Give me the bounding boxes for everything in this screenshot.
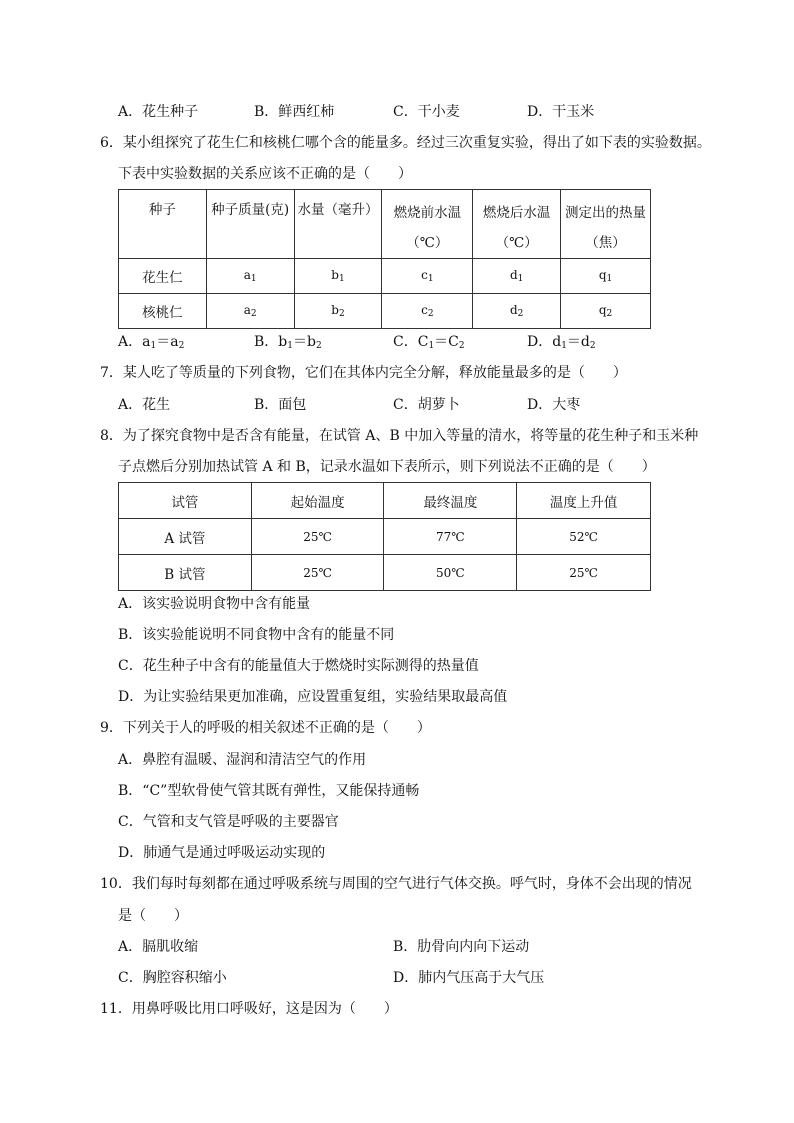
q8-option-b: B．该实验能说明不同食物中含有的能量不同 (118, 627, 395, 643)
q7-option-a: A．花生 (118, 397, 171, 413)
q6-header-temp-after: 燃烧后水温 （℃） (473, 190, 561, 259)
q9-stem: 9．下列关于人的呼吸的相关叙述不正确的是（ ） (100, 720, 431, 736)
q6-table (118, 189, 651, 329)
q10-option-b: B．肋骨向内向下运动 (393, 939, 530, 955)
q5-options (0, 100, 794, 124)
q10-stem-line2: 是（ ） (118, 908, 188, 924)
q7-option-b: B．面包 (254, 397, 307, 413)
q6-header-seed: 种子 (119, 190, 207, 259)
q9-option-c: C．气管和支气管是呼吸的主要器官 (118, 814, 339, 830)
q5-option-c: C．干小麦 (393, 104, 460, 120)
q7-option-d: D．大枣 (527, 397, 581, 413)
q9-option-d: D．肺通气是通过呼吸运动实现的 (118, 845, 326, 861)
q6-header-temp-before: 燃烧前水温 （℃） (382, 190, 473, 259)
q8-table (118, 482, 651, 591)
q6-option-b: B．$b_1=b_2$ (254, 334, 322, 351)
q8-table-header: 试管 起始温度 最终温度 温度上升值 (119, 483, 651, 519)
q6-header-heat: 测定出的热量 （焦） (561, 190, 651, 259)
q5-option-a: A．花生种子 (118, 104, 199, 120)
q8-option-c: C．花生种子中含有的能量值大于燃烧时实际测得的热量值 (118, 658, 479, 674)
q8-option-a: A．该实验说明食物中含有能量 (118, 596, 311, 612)
q9-option-b: B．“C”型软骨使气管其既有弹性，又能保持通畅 (118, 783, 420, 799)
q6-table-header (119, 190, 651, 259)
q6-option-c: C．$C_1=C_2$ (393, 334, 465, 351)
q5-option-d: D．干玉米 (527, 104, 595, 120)
q6-option-d: D．$d_1=d_2$ (527, 334, 596, 351)
q6-option-a: A．$a_1=a_2$ (118, 334, 185, 351)
q5-option-b: B．鲜西红柿 (254, 104, 335, 120)
q8-stem-line1: 8．为了探究食物中是否含有能量，在试管 A、B 中加入等量的清水，将等量的花生种子和玉米种 (100, 428, 699, 444)
q7-option-c: C．胡萝卜 (393, 397, 460, 413)
table-row: A 试管 25℃ 77℃ 52℃ (119, 519, 651, 555)
table-row: 核桃仁 $a_2$ $b_2$ $c_2$ $d_2$ $q_2$ (119, 294, 651, 329)
q11-stem: 11．用鼻呼吸比用口呼吸好，这是因为（ ） (100, 1001, 398, 1017)
q10-option-d: D．肺内气压高于大气压 (393, 970, 545, 986)
q6-header-mass: 种子质量(克) (206, 190, 294, 259)
q6-header-water: 水量（毫升） (294, 190, 382, 259)
q9-option-a: A．鼻腔有温暖、湿润和清洁空气的作用 (118, 752, 367, 768)
q10-stem-line1: 10．我们每时每刻都在通过呼吸系统与周围的空气进行气体交换。呼气时，身体不会出现的情况 (100, 876, 692, 892)
q8-option-d: D．为让实验结果更加准确，应设置重复组，实验结果取最高值 (118, 689, 508, 705)
q7-stem: 7．某人吃了等质量的下列食物，它们在其体内完全分解，释放能量最多的是（ ） (100, 365, 627, 381)
q10-option-a: A．膈肌收缩 (118, 939, 199, 955)
q6-stem-line1: 6．某小组探究了花生仁和核桃仁哪个含的能量多。经过三次重复实验，得出了如下表的实验数据。 (100, 135, 711, 151)
table-row: 花生仁 $a_1$ $b_1$ $c_1$ $d_1$ $q_1$ (119, 259, 651, 294)
q7-options (0, 393, 794, 417)
q10-option-c: C．胸腔容积缩小 (118, 970, 227, 986)
q6-options (0, 330, 794, 354)
q10-options-row2 (0, 966, 794, 990)
q6-stem-line2: 下表中实验数据的关系应该不正确的是（ ） (118, 166, 412, 182)
q10-options-row1 (0, 935, 794, 959)
table-row: B 试管 25℃ 50℃ 25℃ (119, 555, 651, 591)
q8-stem-line2: 子点燃后分别加热试管 A 和 B，记录水温如下表所示，则下列说法不正确的是（ ） (118, 459, 656, 475)
